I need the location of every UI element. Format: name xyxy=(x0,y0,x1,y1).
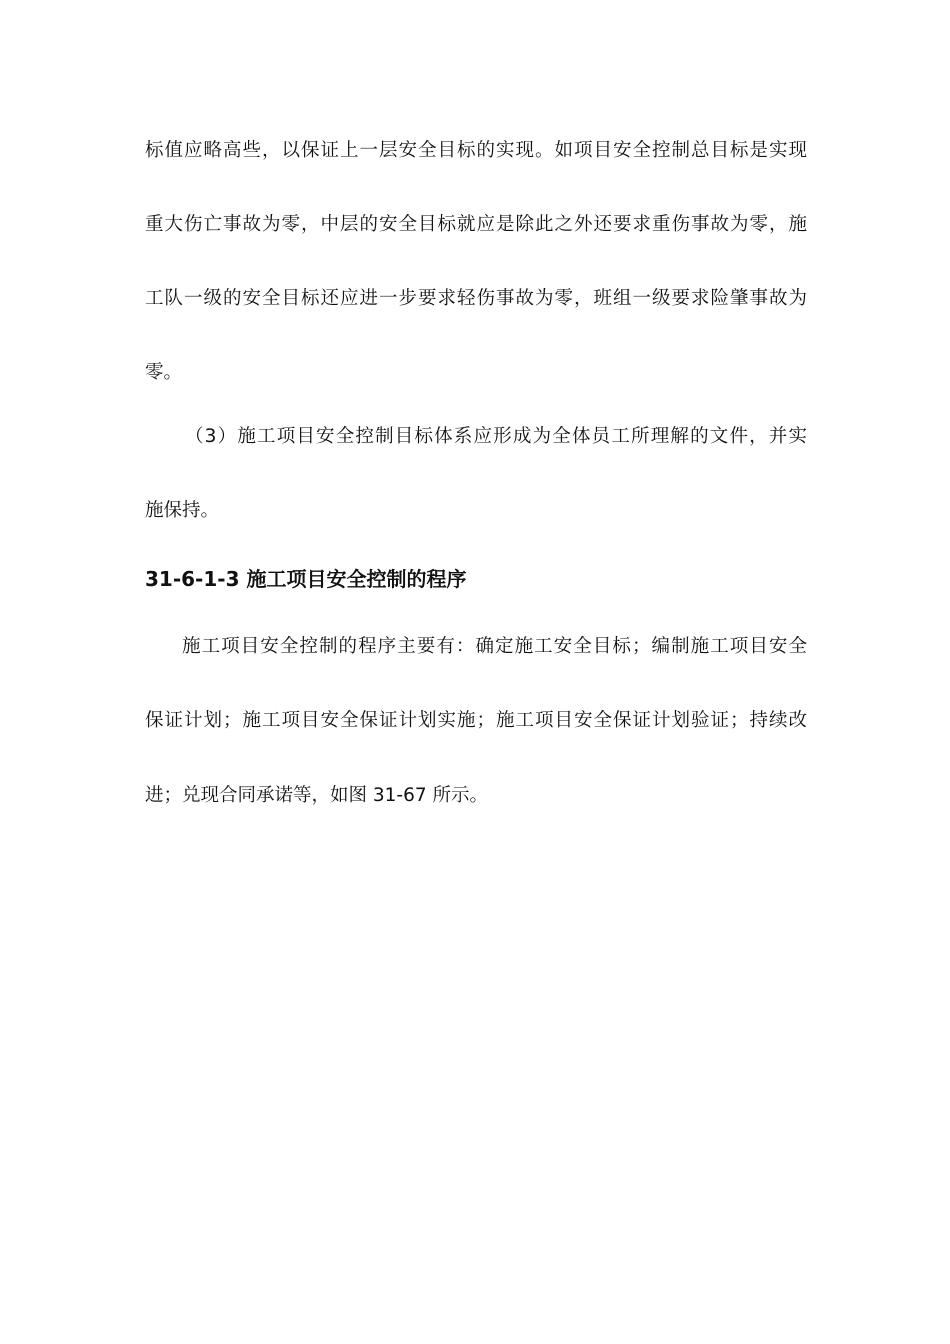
paragraph-1-line-2: 重大伤亡事故为零，中层的安全目标就应是除此之外还要求重伤事故为零，施 xyxy=(145,214,807,235)
section-heading: 31-6-1-3 施工项目安全控制的程序 xyxy=(145,567,467,591)
paragraph-1-line-1: 标值应略高些，以保证上一层安全目标的实现。如项目安全控制总目标是实现 xyxy=(145,140,807,161)
paragraph-3-line-1: 施工项目安全控制的程序主要有：确定施工安全目标；编制施工项目安全 xyxy=(182,636,807,657)
paragraph-1-line-4: 零。 xyxy=(145,362,183,383)
paragraph-3-line-3: 进；兑现合同承诺等，如图 31-67 所示。 xyxy=(145,785,489,806)
paragraph-2-line-2: 施保持。 xyxy=(145,500,220,521)
paragraph-2-line-1: （3）施工项目安全控制目标体系应形成为全体员工所理解的文件，并实 xyxy=(185,426,807,447)
paragraph-1-line-3: 工队一级的安全目标还应进一步要求轻伤事故为零，班组一级要求险肇事故为 xyxy=(145,288,807,309)
paragraph-3-line-2: 保证计划；施工项目安全保证计划实施；施工项目安全保证计划验证；持续改 xyxy=(145,710,807,731)
